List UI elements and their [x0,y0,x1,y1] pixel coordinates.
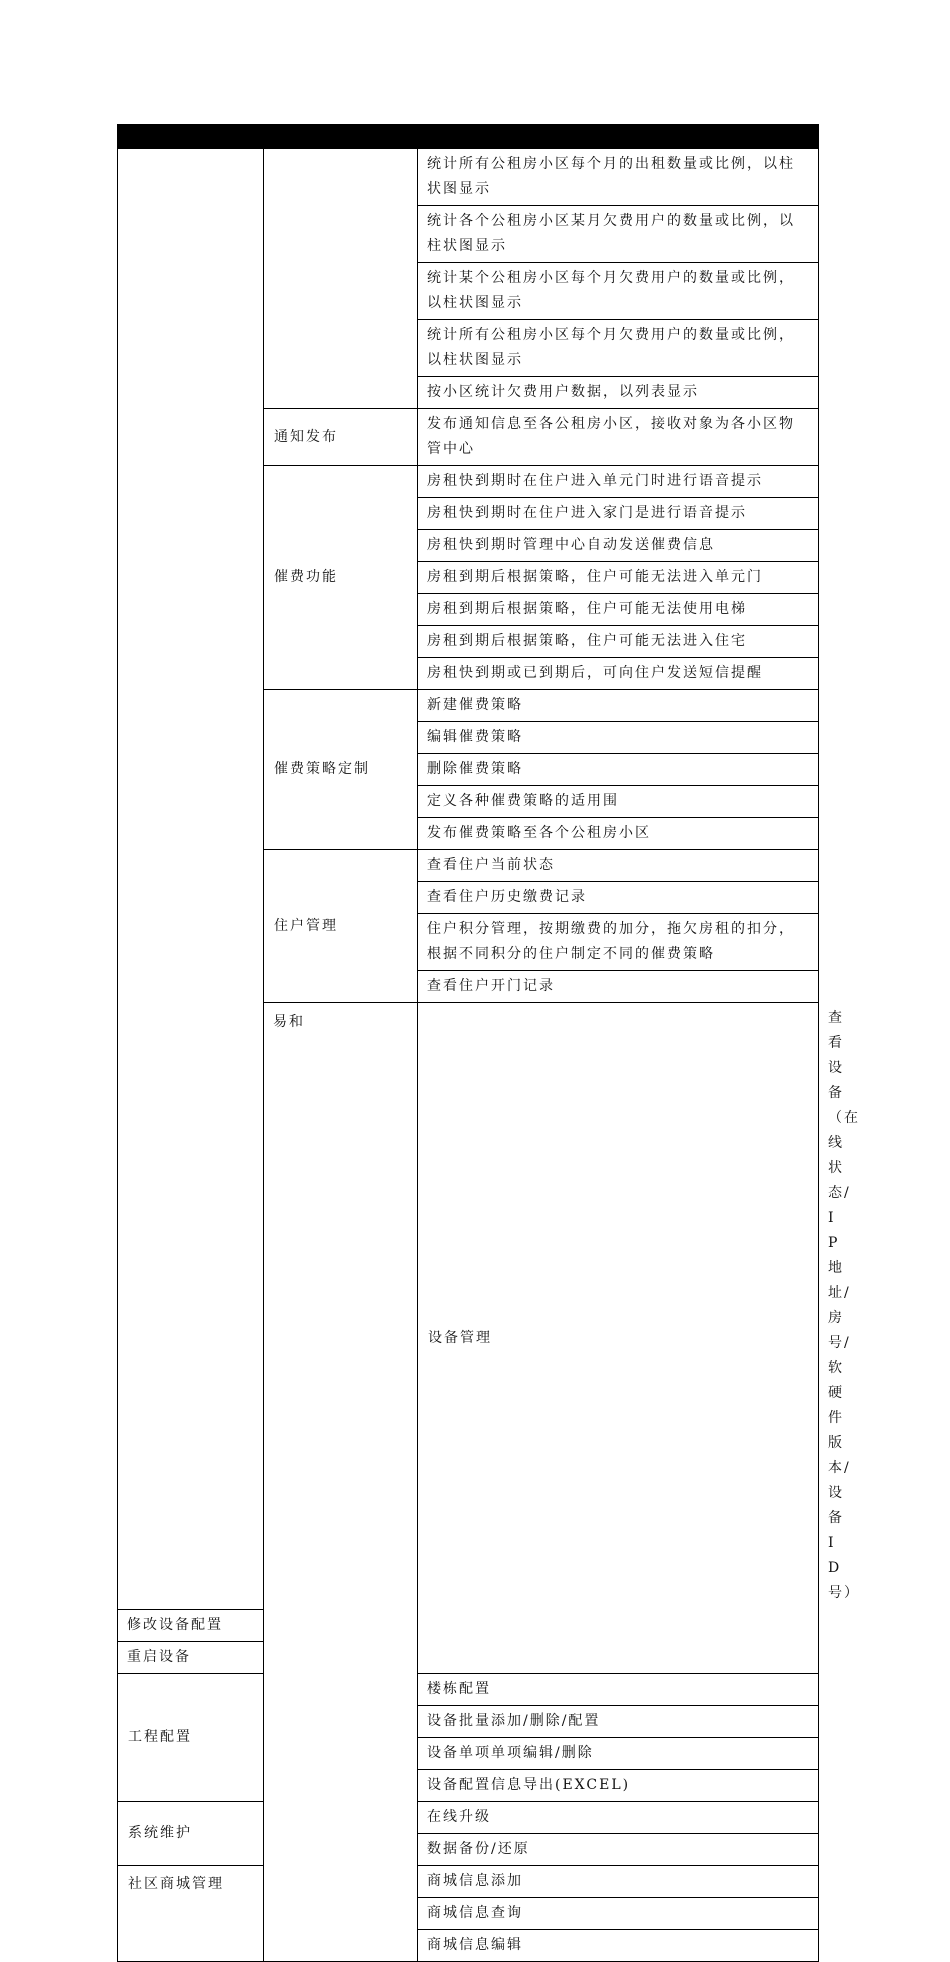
function-item: 统计所有公租房小区每个月欠费用户的数量或比例，以柱状图显示 [418,320,819,377]
function-table [117,124,860,1962]
function-item: 删除催费策略 [418,754,819,786]
header-cell-module [264,125,418,149]
system-cell-top [118,149,264,1610]
module-cell-resident: 住户管理 [264,850,418,1003]
function-item: 查看住户开门记录 [418,971,819,1003]
header-cell-function [418,125,819,149]
table-row [118,1674,819,1706]
function-item: 在线升级 [418,1802,819,1834]
function-item: 设备批量添加/删除/配置 [418,1706,819,1738]
system-cell-yihe: 易和 [264,1003,418,1962]
function-item: 发布通知信息至各公租房小区，接收对象为各小区物管中心 [418,409,819,466]
module-cell-device: 设备管理 [418,1003,819,1674]
function-item: 查看住户历史缴费记录 [418,882,819,914]
function-item: 设备单项单项编辑/删除 [418,1738,819,1770]
table-row [118,1802,819,1834]
table-row: 易和 设备管理 查看设备（在线状态/IP地址/房号/软硬件版本/设备ID号） [118,1003,819,1610]
function-item: 按小区统计欠费用户数据，以列表显示 [418,377,819,409]
function-item: 修改设备配置 [118,1610,264,1642]
function-item: 查看住户当前状态 [418,850,819,882]
function-item: 房租快到期时管理中心自动发送催费信息 [418,530,819,562]
header-cell-system [118,125,264,149]
function-item: 数据备份/还原 [418,1834,819,1866]
function-item: 商城信息添加 [418,1866,819,1898]
function-item: 商城信息编辑 [418,1930,819,1962]
function-item: 房租快到期时在住户进入家门是进行语音提示 [418,498,819,530]
function-item: 房租到期后根据策略，住户可能无法进入单元门 [418,562,819,594]
module-cell-statistics [264,149,418,409]
module-cell-policy: 催费策略定制 [264,690,418,850]
module-cell-project: 工程配置 [118,1674,264,1802]
function-item: 商城信息查询 [418,1898,819,1930]
module-cell-mall: 社区商城管理 [118,1866,264,1962]
function-item: 统计所有公租房小区每个月的出租数量或比例，以柱状图显示 [418,149,819,206]
module-cell-urge: 催费功能 [264,466,418,690]
function-item: 统计某个公租房小区每个月欠费用户的数量或比例，以柱状图显示 [418,263,819,320]
function-item: 统计各个公租房小区某月欠费用户的数量或比例，以柱状图显示 [418,206,819,263]
table-row [118,1866,819,1898]
function-item: 房租快到期时在住户进入单元门时进行语音提示 [418,466,819,498]
function-item: 楼栋配置 [418,1674,819,1706]
function-item: 定义各种催费策略的适用围 [418,786,819,818]
table-header-row [118,125,819,149]
function-item: 新建催费策略 [418,690,819,722]
module-cell-maintenance: 系统维护 [118,1802,264,1866]
table-row [118,149,819,206]
module-cell-notice: 通知发布 [264,409,418,466]
function-item: 房租到期后根据策略，住户可能无法进入住宅 [418,626,819,658]
function-item: 编辑催费策略 [418,722,819,754]
function-item: 房租快到期或已到期后，可向住户发送短信提醒 [418,658,819,690]
function-item: 重启设备 [118,1642,264,1674]
function-item: 住户积分管理，按期缴费的加分，拖欠房租的扣分，根据不同积分的住户制定不同的催费策略 [418,914,819,971]
function-item: 房租到期后根据策略，住户可能无法使用电梯 [418,594,819,626]
function-item: 设备配置信息导出(EXCEL) [418,1770,819,1802]
function-item: 发布催费策略至各个公租房小区 [418,818,819,850]
